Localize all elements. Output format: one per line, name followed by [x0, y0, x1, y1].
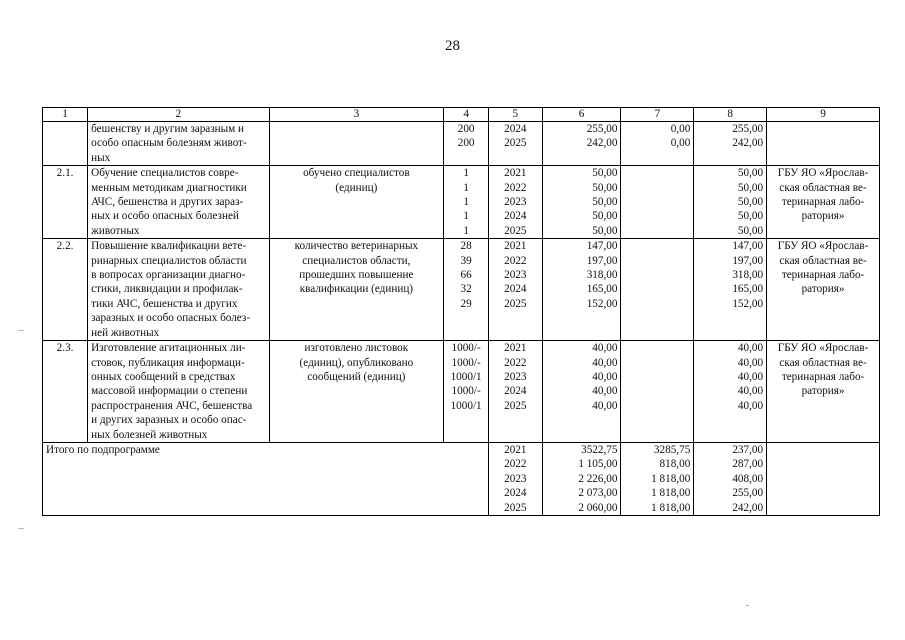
funding-regional-value: 408,00	[732, 472, 764, 485]
year-value: 2023	[504, 472, 527, 485]
measure-name-line: массовой информации о степени	[91, 385, 248, 398]
row-number-cell	[43, 341, 88, 443]
funding-federal-value	[624, 166, 690, 180]
page-number: 28	[445, 38, 460, 54]
funding-total-value: 152,00	[586, 297, 618, 310]
indicator-line: (единиц)	[335, 181, 378, 194]
year-value: 2023	[504, 370, 527, 383]
indicator-value-cell	[444, 166, 489, 239]
indicator-value: 66	[460, 269, 472, 282]
measure-name-line: в вопросах организации диагно-	[91, 269, 246, 282]
measure-name-line: стики, ликвидации и профилак-	[91, 283, 243, 296]
funding-federal-value: 1 818,00	[651, 487, 691, 500]
indicator-value: 200	[457, 137, 475, 150]
year-value: 2024	[504, 123, 527, 135]
total-row	[43, 442, 880, 515]
funding-total-value: 2 226,00	[578, 472, 618, 485]
executor-line: теринарная лабо-	[781, 196, 865, 209]
funding-regional-value: 242,00	[732, 501, 764, 514]
indicator-value: 28	[460, 240, 472, 253]
header-cell-1: 1	[43, 108, 88, 122]
funding-federal-value	[624, 341, 690, 355]
indicator-cell	[269, 166, 443, 239]
row-number: 2.2.	[56, 240, 74, 253]
header-cell-4: 4	[444, 108, 489, 122]
funding-total-value: 1 105,00	[578, 458, 618, 471]
indicator-value: 1	[463, 224, 469, 237]
table-body	[43, 108, 880, 516]
funding-total-value: 40,00	[592, 356, 618, 369]
year-cell	[489, 239, 542, 341]
measure-name-line: бешенству и другим заразным и	[91, 123, 245, 135]
indicator-line: изготовлено листовок	[304, 342, 409, 355]
measure-name-line: ринарных специалистов области	[91, 254, 247, 267]
funding-federal-value	[624, 356, 690, 370]
measure-name-line: АЧС, бешенства и других зараз-	[91, 196, 244, 209]
indicator-value: 1000/-	[451, 356, 481, 369]
funding-federal-value: 818,00	[659, 458, 691, 471]
funding-federal-value	[624, 195, 690, 209]
funding-federal-value	[624, 224, 690, 238]
measure-name-line: распространения АЧС, бешенства	[91, 399, 253, 412]
funding-regional-value: 40,00	[737, 370, 764, 383]
funding-regional-value: 255,00	[732, 487, 764, 500]
header-cell-6: 6	[542, 108, 621, 122]
header-cell-2: 2	[88, 108, 270, 122]
funding-regional-value: 237,00	[732, 443, 764, 456]
funding-federal-cell	[621, 442, 694, 515]
executor-cell	[767, 341, 880, 443]
total-label-cell	[43, 442, 489, 515]
header-cell-8: 8	[694, 108, 767, 122]
row-number: 2.3.	[56, 342, 74, 355]
funding-total-value: 50,00	[592, 210, 618, 223]
margin-mark	[18, 330, 24, 331]
funding-federal-value: 0,00	[670, 123, 691, 135]
measure-name-line: Повышение квалификации вете-	[91, 240, 247, 253]
measure-name-line: онных сообщений в средствах	[91, 370, 236, 383]
measure-name-cell	[88, 122, 270, 166]
year-value: 2024	[504, 283, 527, 296]
funding-regional-value: 40,00	[737, 385, 764, 398]
funding-regional-value: 318,00	[732, 269, 764, 282]
row-number-cell	[43, 166, 88, 239]
funding-regional-value: 197,00	[732, 254, 764, 267]
funding-federal-value	[624, 384, 690, 398]
executor-line: теринарная лабо-	[781, 269, 865, 282]
funding-federal-value	[624, 370, 690, 384]
funding-regional-value: 40,00	[737, 399, 764, 412]
indicator-value-cell	[444, 341, 489, 443]
measure-name-line: и других заразных и особо опас-	[91, 414, 247, 427]
year-value: 2022	[504, 458, 527, 471]
executor-line: ская областная ве-	[779, 181, 867, 194]
year-cell	[489, 442, 542, 515]
indicator-value: 200	[457, 123, 475, 135]
measure-name-cell	[88, 239, 270, 341]
funding-regional-value: 40,00	[737, 342, 764, 355]
table-row	[43, 239, 880, 341]
table-row	[43, 166, 880, 239]
measure-name-line: животных	[91, 224, 140, 237]
indicator-line: сообщений (единиц)	[307, 370, 406, 383]
indicator-line: квалификации (единиц)	[299, 283, 414, 296]
funding-federal-value	[624, 268, 690, 282]
funding-total-value: 318,00	[586, 269, 618, 282]
funding-regional-cell	[694, 341, 767, 443]
year-value: 2025	[504, 399, 527, 412]
indicator-line: (единиц), опубликовано	[299, 356, 414, 369]
indicator-line: специалистов области,	[302, 254, 411, 267]
funding-total-value: 50,00	[592, 224, 618, 237]
row-number: 2.1.	[56, 167, 74, 180]
year-value: 2025	[504, 224, 527, 237]
funding-federal-cell	[621, 166, 694, 239]
funding-total-value: 50,00	[592, 181, 618, 194]
measure-name-cell	[88, 166, 270, 239]
measure-name-line: ных и особо опасных болезней	[91, 210, 239, 223]
indicator-value: 1000/1	[450, 370, 482, 383]
executor-cell	[767, 239, 880, 341]
measure-name-line: ней животных	[91, 326, 160, 339]
executor-line: ГБУ ЯО «Ярослав-	[777, 167, 869, 180]
year-cell	[489, 122, 542, 166]
scan-dot	[746, 605, 749, 606]
indicator-value: 29	[460, 297, 472, 310]
indicator-value: 1	[463, 181, 469, 194]
table-row	[43, 341, 880, 443]
funding-federal-value: 3285,75	[653, 443, 691, 456]
header-cell-7: 7	[621, 108, 694, 122]
indicator-value: 1	[463, 196, 469, 209]
year-value: 2024	[504, 385, 527, 398]
header-row	[43, 108, 880, 122]
executor-line: ГБУ ЯО «Ярослав-	[777, 342, 869, 355]
funding-federal-value: 1 818,00	[651, 501, 691, 514]
funding-regional-value: 242,00	[732, 137, 764, 150]
year-value: 2025	[504, 297, 527, 310]
year-value: 2021	[504, 167, 527, 180]
indicator-value: 1000/-	[451, 342, 481, 355]
year-value: 2022	[504, 181, 527, 194]
table-row-continued	[43, 122, 880, 166]
funding-regional-value: 40,00	[737, 356, 764, 369]
indicator-value-cell	[444, 122, 489, 166]
funding-regional-value: 50,00	[737, 167, 764, 180]
funding-regional-value: 147,00	[732, 240, 764, 253]
measure-name-line: Обучение специалистов совре-	[91, 167, 239, 180]
funding-federal-value: 1 818,00	[651, 472, 691, 485]
header-cell-3: 3	[269, 108, 443, 122]
indicator-line: количество ветеринарных	[294, 240, 419, 253]
funding-regional-value: 287,00	[732, 458, 764, 471]
indicator-cell	[269, 239, 443, 341]
indicator-value-cell	[444, 239, 489, 341]
funding-total-value: 40,00	[592, 342, 618, 355]
funding-total-value: 255,00	[586, 123, 618, 135]
year-value: 2022	[504, 254, 527, 267]
funding-total-cell	[542, 166, 621, 239]
funding-federal-value	[624, 239, 690, 253]
year-value: 2025	[504, 501, 527, 514]
indicator-value: 1000/1	[450, 399, 482, 412]
measure-name-line: стовок, публикация информаци-	[91, 356, 245, 369]
indicator-line: прошедших повышение	[299, 269, 414, 282]
budget-table	[42, 107, 880, 516]
measure-name-line: особо опасным болезням живот-	[91, 137, 247, 150]
executor-line: ГБУ ЯО «Ярослав-	[777, 240, 869, 253]
indicator-value: 1	[463, 167, 469, 180]
year-value: 2022	[504, 356, 527, 369]
funding-total-value: 40,00	[592, 399, 618, 412]
funding-total-value: 147,00	[586, 240, 618, 253]
margin-mark	[18, 528, 24, 529]
header-cell-9: 9	[767, 108, 880, 122]
funding-federal-value	[624, 254, 690, 268]
row-number-cell	[43, 239, 88, 341]
year-value: 2024	[504, 487, 527, 500]
executor-line: ская областная ве-	[779, 356, 867, 369]
indicator-value: 39	[460, 254, 472, 267]
funding-total-value: 3522,75	[581, 443, 618, 456]
executor-cell	[767, 122, 880, 166]
funding-total-cell	[542, 442, 621, 515]
year-value: 2021	[504, 443, 527, 456]
funding-regional-value: 50,00	[737, 181, 764, 194]
executor-line: ская областная ве-	[779, 254, 867, 267]
executor-line: ратория»	[801, 210, 845, 223]
measure-name-line: Изготовление агитационных ли-	[91, 342, 246, 355]
funding-regional-cell	[694, 166, 767, 239]
measure-name-line: заразных и особо опасных болез-	[91, 312, 251, 325]
funding-federal-value	[624, 181, 690, 195]
year-value: 2023	[504, 196, 527, 209]
funding-federal-value	[624, 399, 690, 413]
funding-total-value: 50,00	[592, 167, 618, 180]
funding-total-cell	[542, 122, 621, 166]
funding-total-value: 165,00	[586, 283, 618, 296]
year-value: 2024	[504, 210, 527, 223]
year-value: 2023	[504, 269, 527, 282]
funding-total-value: 2 073,00	[578, 487, 618, 500]
funding-total-cell	[542, 341, 621, 443]
measure-name-line: ных болезней животных	[91, 428, 208, 441]
funding-regional-value: 50,00	[737, 210, 764, 223]
indicator-line: обучено специалистов	[303, 167, 410, 180]
funding-regional-value: 165,00	[732, 283, 764, 296]
funding-total-cell	[542, 239, 621, 341]
funding-regional-value: 50,00	[737, 196, 764, 209]
measure-name-cell	[88, 341, 270, 443]
year-value: 2021	[504, 342, 527, 355]
funding-federal-value	[624, 297, 690, 311]
funding-regional-cell	[694, 442, 767, 515]
executor-line: ратория»	[801, 385, 845, 398]
funding-federal-cell	[621, 341, 694, 443]
funding-total-value: 50,00	[592, 196, 618, 209]
indicator-cell	[269, 341, 443, 443]
funding-federal-value	[624, 209, 690, 223]
indicator-cell	[269, 122, 443, 166]
funding-total-value: 40,00	[592, 385, 618, 398]
funding-federal-value	[624, 282, 690, 296]
header-cell-5: 5	[489, 108, 542, 122]
row-number-cell	[43, 122, 88, 166]
executor-line: теринарная лабо-	[781, 370, 865, 383]
executor-cell	[767, 442, 880, 515]
funding-federal-value: 0,00	[670, 137, 691, 150]
year-value: 2025	[504, 137, 527, 150]
year-cell	[489, 166, 542, 239]
funding-total-value: 40,00	[592, 370, 618, 383]
indicator-value: 32	[460, 283, 472, 296]
measure-name-line: ных	[91, 151, 111, 164]
executor-line: ратория»	[801, 283, 845, 296]
funding-federal-cell	[621, 239, 694, 341]
funding-total-value: 242,00	[586, 137, 618, 150]
year-value: 2021	[504, 240, 527, 253]
funding-regional-value: 255,00	[732, 123, 764, 135]
measure-name-line: менным методикам диагностики	[91, 181, 247, 194]
funding-regional-value: 152,00	[732, 297, 764, 310]
funding-total-value: 197,00	[586, 254, 618, 267]
indicator-value: 1000/-	[451, 385, 481, 398]
year-cell	[489, 341, 542, 443]
executor-cell	[767, 166, 880, 239]
funding-regional-cell	[694, 239, 767, 341]
indicator-value: 1	[463, 210, 469, 223]
funding-total-value: 2 060,00	[578, 501, 618, 514]
funding-regional-value: 50,00	[737, 224, 764, 237]
total-label: Итого по подпрограмме	[46, 443, 160, 456]
measure-name-line: тики АЧС, бешенства и других	[91, 297, 238, 310]
funding-regional-cell	[694, 122, 767, 166]
funding-federal-cell	[621, 122, 694, 166]
